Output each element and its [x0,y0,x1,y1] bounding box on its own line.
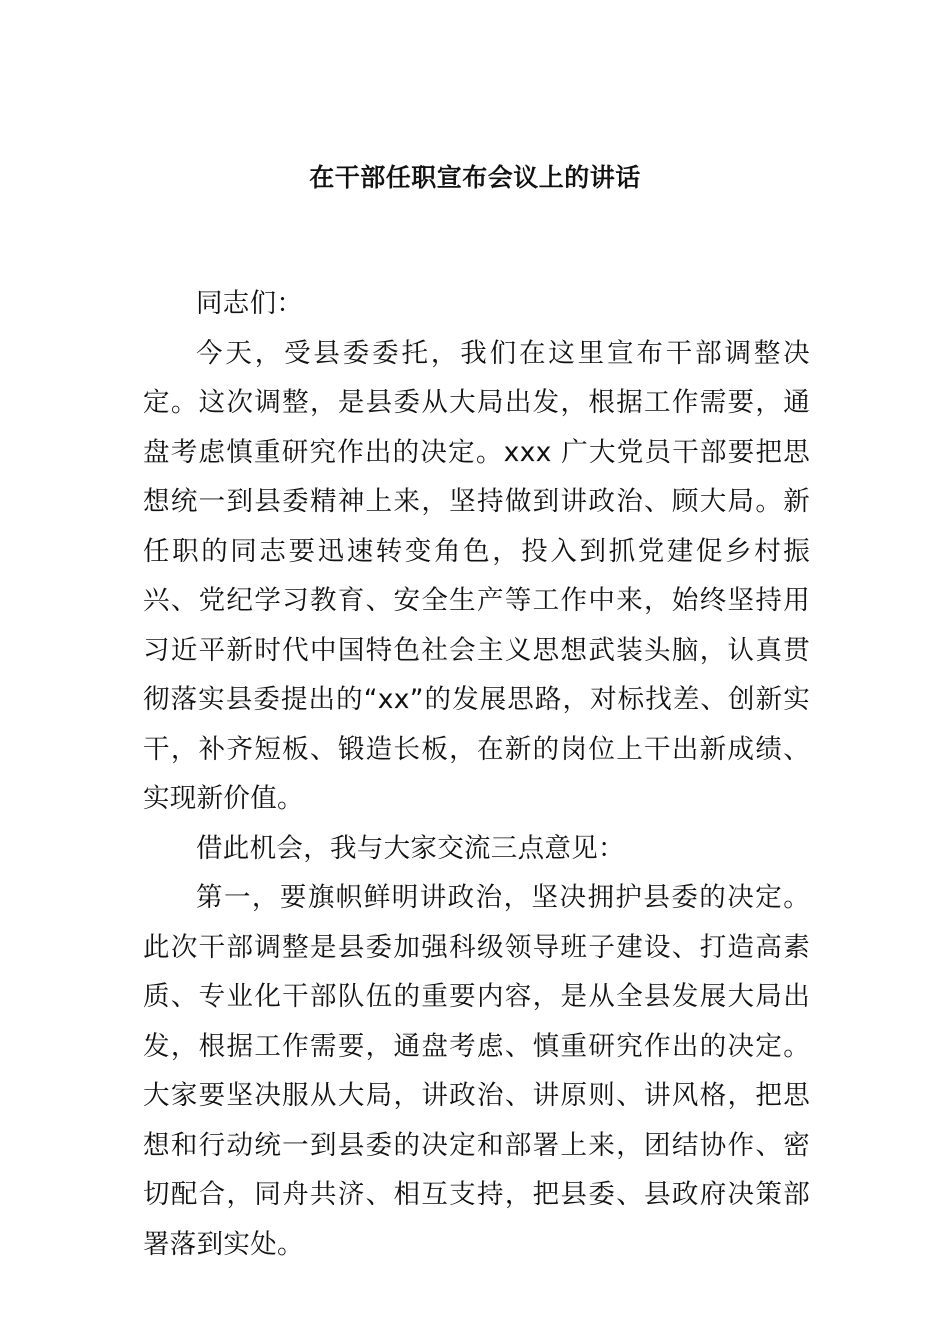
body-paragraph: 借此机会，我与大家交流三点意见： [196,832,625,864]
body-paragraph: 今天，受县委委托，我们在这里宣布干部调整决定。这次调整，是县委从大局出发，根据工作需要，通盘考虑慎重研究作出的决定。xxx 广大党员干部要把思想统一到县委精神上来，坚持做到讲政治、顾大局。新任职的同志要迅速转变角色，投入到抓党建促乡村振兴、党纪学习教育、安全生产等工作中来，始终坚持用习近平新时代中国特色社会主义思想武装头脑，认真贯彻落实县委提出的“xx”的发展思路，对标找差、创新实干，补齐短板、锻造长板，在新的岗位上干出新成绩、实现新价值。 [143,337,810,814]
body-paragraph: 第一，要旗帜鲜明讲政治，坚决拥护县委的决定。此次干部调整是县委加强科级领导班子建设、打造高素质、专业化干部队伍的重要内容，是从全县发展大局出发，根据工作需要，通盘考虑、慎重研究作出的决定。大家要坚决服从大局，讲政治、讲原则、讲风格，把思想和行动统一到县委的决定和部署上来，团结协作、密切配合，同舟共济、相互支持，把县委、县政府决策部署落到实处。 [143,882,810,1260]
document-title: 在干部任职宣布会议上的讲话 [309,163,641,192]
salutation-paragraph: 同志们： [196,288,304,319]
document-body [143,279,810,1269]
